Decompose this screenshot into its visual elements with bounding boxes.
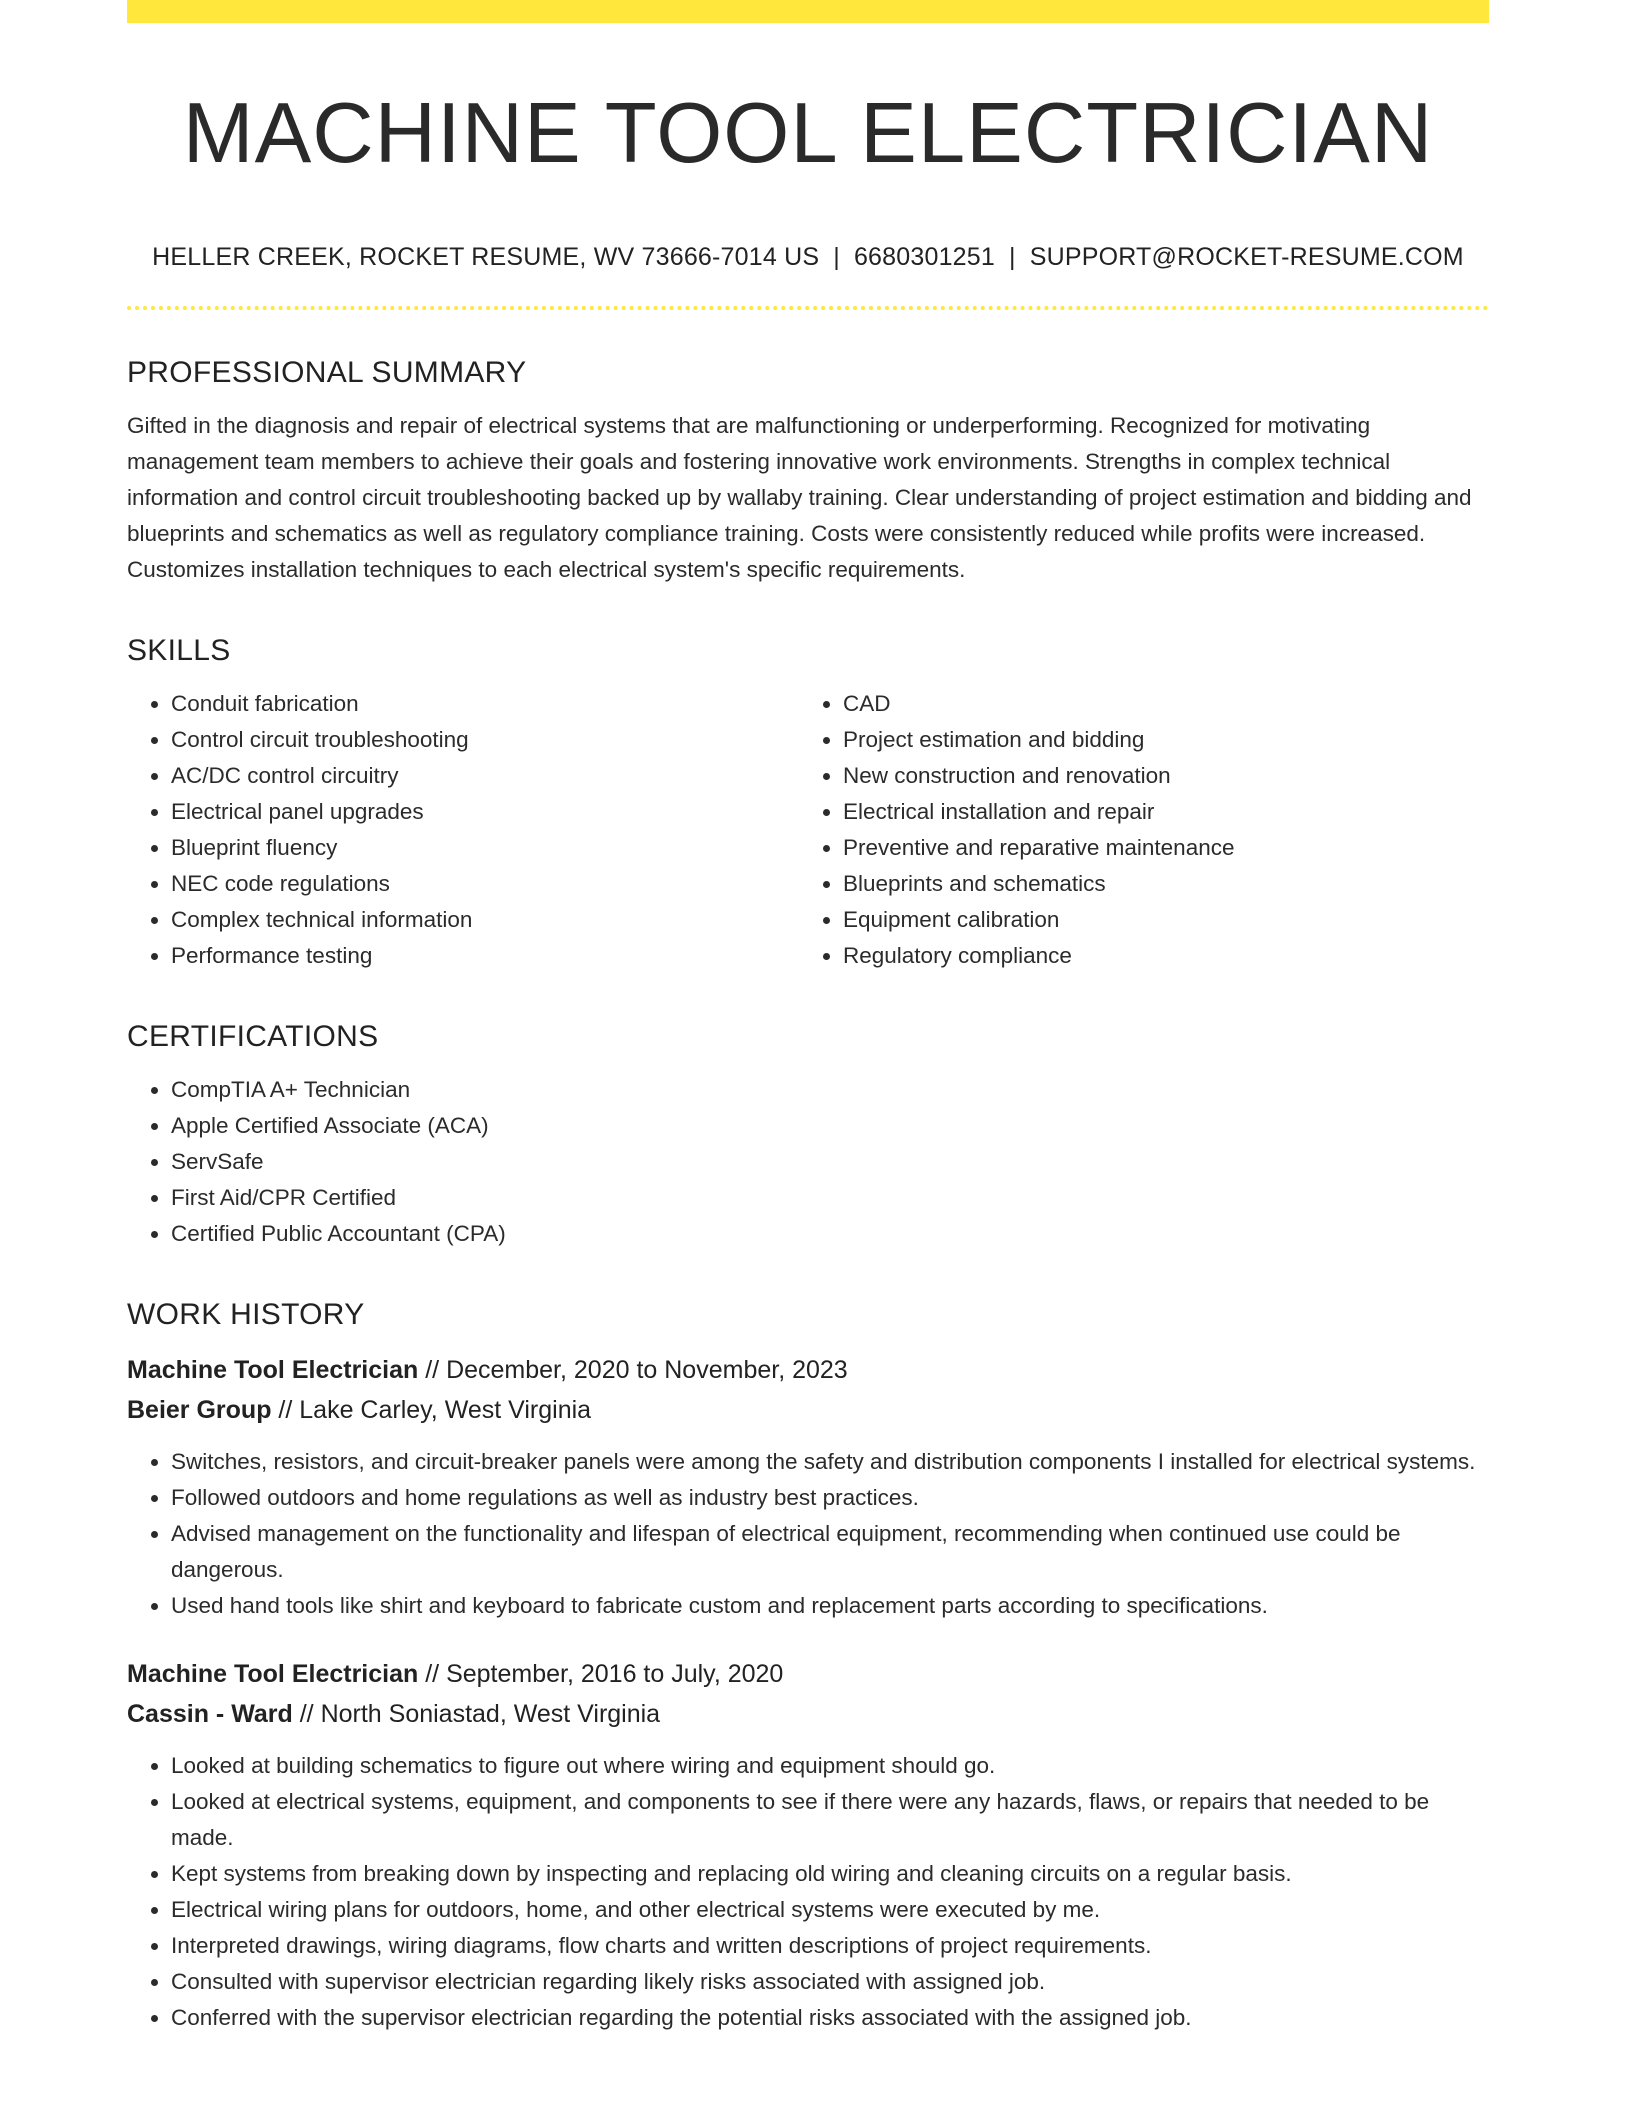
summary-heading: PROFESSIONAL SUMMARY [127, 356, 527, 389]
contact-separator: | [833, 243, 840, 271]
work-history-heading: WORK HISTORY [127, 1298, 365, 1331]
skill-item: • Equipment calibration [843, 902, 1471, 938]
job-location: // North Soniastad, West Virginia [292, 1700, 661, 1728]
job-bullet: • Switches, resistors, and circuit-breaker panels were among the safety and distribution components I installed for electrical systems. [171, 1444, 1489, 1480]
contact-address: HELLER CREEK, ROCKET RESUME, WV 73666-7014 US [152, 243, 820, 271]
skills-list-left [127, 686, 799, 974]
job-bullet: • Advised management on the functionality and lifespan of electrical equipment, recommending when continued use could be dangerous. [171, 1516, 1489, 1588]
job-bullet: • Consulted with supervisor electrician regarding likely risks associated with assigned job. [171, 1964, 1489, 2000]
summary-section [127, 356, 1489, 588]
job-title-line [127, 1350, 1489, 1390]
job-title: Machine Tool Electrician [127, 1356, 419, 1384]
skill-item: • Performance testing [171, 938, 799, 974]
job-bullets [127, 1748, 1489, 2036]
job-bullets [127, 1444, 1489, 1624]
candidate-name: MACHINE TOOL ELECTRICIAN [182, 86, 1434, 181]
skills-column-right [799, 686, 1471, 974]
skill-item: • Preventive and reparative maintenance [843, 830, 1471, 866]
skills-heading: SKILLS [127, 634, 231, 667]
job-entry [127, 1654, 1489, 2036]
skill-item: • Blueprints and schematics [843, 866, 1471, 902]
job-bullet: • Followed outdoors and home regulations as well as industry best practices. [171, 1480, 1489, 1516]
job-bullet: • Used hand tools like shirt and keyboard to fabricate custom and replacement parts according to specifications. [171, 1588, 1489, 1624]
certifications-list [127, 1072, 1489, 1252]
contact-phone: 6680301251 [853, 243, 995, 271]
work-history-section [127, 1298, 1489, 2036]
certification-item: • Certified Public Accountant (CPA) [171, 1216, 1489, 1252]
job-title: Machine Tool Electrician [127, 1660, 419, 1688]
skill-item: • Complex technical information [171, 902, 799, 938]
skill-item: • AC/DC control circuitry [171, 758, 799, 794]
job-bullet: • Interpreted drawings, wiring diagrams, flow charts and written descriptions of project requirements. [171, 1928, 1489, 1964]
job-bullet: • Electrical wiring plans for outdoors, home, and other electrical systems were executed by me. [171, 1892, 1489, 1928]
skills-column-left [127, 686, 799, 974]
skill-item: • NEC code regulations [171, 866, 799, 902]
job-bullet: • Looked at electrical systems, equipment, and components to see if there were any hazards, flaws, or repairs that needed to be made. [171, 1784, 1489, 1856]
certification-item: • CompTIA A+ Technician [171, 1072, 1489, 1108]
skill-item: • Project estimation and bidding [843, 722, 1471, 758]
certification-item: • ServSafe [171, 1144, 1489, 1180]
skill-item: • Electrical panel upgrades [171, 794, 799, 830]
job-location: // Lake Carley, West Virginia [271, 1396, 592, 1424]
skill-item: • CAD [843, 686, 1471, 722]
job-company-line [127, 1390, 1489, 1430]
certifications-heading: CERTIFICATIONS [127, 1020, 379, 1053]
contact-line [127, 243, 1489, 272]
skill-item: • Electrical installation and repair [843, 794, 1471, 830]
job-entry [127, 1350, 1489, 1624]
certifications-section [127, 1020, 1489, 1252]
job-bullet: • Conferred with the supervisor electrician regarding the potential risks associated with the assigned job. [171, 2000, 1489, 2036]
job-company: Cassin - Ward [127, 1700, 293, 1728]
skill-item: • Conduit fabrication [171, 686, 799, 722]
skill-item: • Control circuit troubleshooting [171, 722, 799, 758]
contact-separator: | [1009, 243, 1016, 271]
header-divider [127, 306, 1489, 310]
job-title-line [127, 1654, 1489, 1694]
job-bullet: • Kept systems from breaking down by inspecting and replacing old wiring and cleaning circuits on a regular basis. [171, 1856, 1489, 1892]
job-dates: // December, 2020 to November, 2023 [418, 1356, 848, 1384]
skills-grid [127, 686, 1489, 974]
resume-page [127, 0, 1489, 2036]
job-dates: // September, 2016 to July, 2020 [418, 1660, 784, 1688]
skills-list-right [799, 686, 1471, 974]
skill-item: • Blueprint fluency [171, 830, 799, 866]
top-accent-bar [127, 0, 1489, 23]
skills-section [127, 634, 1489, 974]
certification-item: • Apple Certified Associate (ACA) [171, 1108, 1489, 1144]
contact-email[interactable]: SUPPORT@ROCKET-RESUME.COM [1029, 243, 1464, 271]
job-bullet: • Looked at building schematics to figure out where wiring and equipment should go. [171, 1748, 1489, 1784]
job-company: Beier Group [127, 1396, 272, 1424]
skill-item: • New construction and renovation [843, 758, 1471, 794]
job-company-line [127, 1694, 1489, 1734]
summary-text: Gifted in the diagnosis and repair of electrical systems that are malfunctioning or underperforming. Recognized for motivating management team members to achieve their goals and fostering innovative work environments. Strengths in complex technical information and control circuit troubleshooting backed up by wallaby training. Clear understanding of project estimation and bidding and blueprints and schematics as well as regulatory compliance training. Costs were consistently reduced while profits were increased. Customizes installation techniques to each electrical system's specific requirements. [127, 413, 1472, 582]
certification-item: • First Aid/CPR Certified [171, 1180, 1489, 1216]
skill-item: • Regulatory compliance [843, 938, 1471, 974]
